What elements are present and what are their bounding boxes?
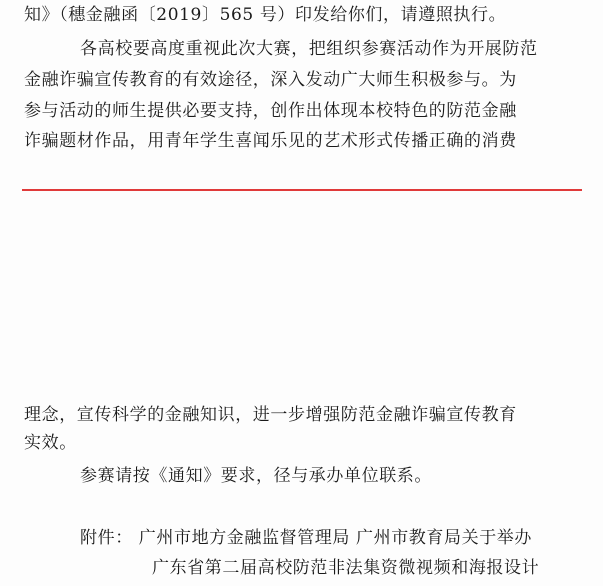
text-line: 参与活动的师生提供必要支持，创作出体现本校特色的防范金融	[24, 101, 517, 121]
text-line: 金融诈骗宣传教育的有效途径，深入发动广大师生积极参与。为	[24, 70, 517, 90]
attachment-line-continued: 广东省第二届高校防范非法集资微视频和海报设计	[152, 558, 540, 578]
page-break-divider	[22, 189, 582, 191]
text-line: 知》（穗金融函〔2019〕565 号）印发给你们，请遵照执行。	[24, 5, 507, 25]
text-line: 各高校要高度重视此次大赛，把组织参赛活动作为开展防范	[80, 39, 538, 59]
text-line: 理念，宣传科学的金融知识，进一步增强防范金融诈骗宣传教育	[24, 405, 517, 425]
attachment-line: 附件： 广州市地方金融监督管理局 广州市教育局关于举办	[80, 528, 533, 548]
text-line: 实效。	[24, 433, 77, 453]
text-line: 诈骗题材作品，用青年学生喜闻乐见的艺术形式传播正确的消费	[24, 131, 517, 151]
text-line: 参赛请按《通知》要求，径与承办单位联系。	[80, 466, 432, 486]
